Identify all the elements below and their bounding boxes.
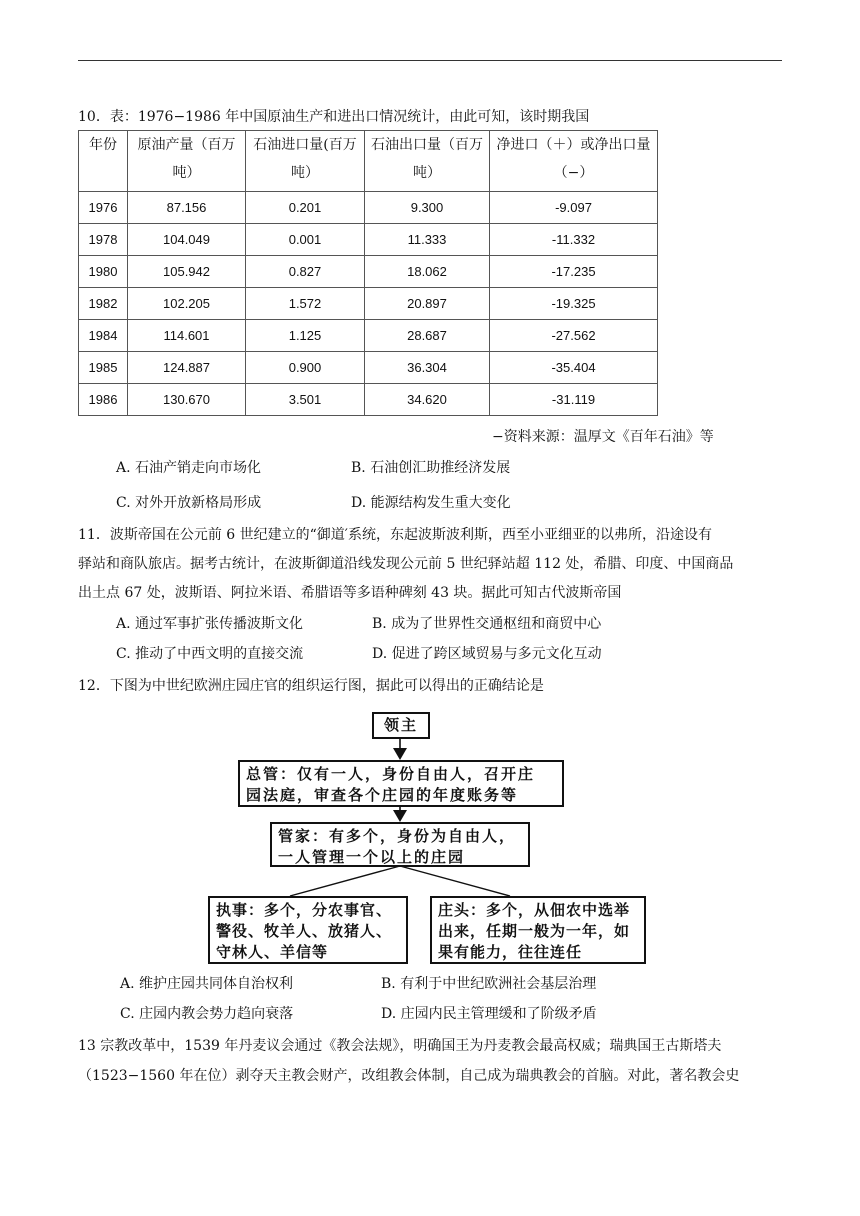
table-row <box>79 352 658 384</box>
manor-org-diagram <box>200 708 640 968</box>
header-import: 石油进口量(百万 吨） <box>246 131 365 192</box>
q13-line-2: （1523−1560 年在位）剥夺天主教会财产，改组教会体制，自己成为瑞典教会的首脑。对此，著名教会史 <box>78 1068 740 1084</box>
table-cell: 9.300 <box>365 192 490 224</box>
q11-option-d[interactable]: D. 促进了跨区域贸易与多元文化互动 <box>372 646 602 662</box>
header-rule <box>78 60 782 61</box>
table-cell: -11.332 <box>490 224 658 256</box>
header-net: 净进口（＋）或净出口量 （−） <box>490 131 658 192</box>
table-cell: -31.119 <box>490 384 658 416</box>
q10-stem: 10．表：1976−1986 年中国原油生产和进出口情况统计，由此可知，该时期我国 <box>78 109 590 125</box>
header-production: 原油产量（百万 吨） <box>128 131 246 192</box>
table-cell: -27.562 <box>490 320 658 352</box>
bailiff-box: 管家：有多个，身份为自由人， 一人管理一个以上的庄园 <box>270 822 530 867</box>
table-row <box>79 224 658 256</box>
table-row <box>79 288 658 320</box>
table-cell: 104.049 <box>128 224 246 256</box>
table-cell: 130.670 <box>128 384 246 416</box>
table-cell: 1.125 <box>246 320 365 352</box>
table-row <box>79 320 658 352</box>
table-row <box>79 192 658 224</box>
table-cell: 34.620 <box>365 384 490 416</box>
table-row <box>79 256 658 288</box>
table-cell: 1982 <box>79 288 128 320</box>
table-cell: -35.404 <box>490 352 658 384</box>
q11-option-b[interactable]: B. 成为了世界性交通枢纽和商贸中心 <box>372 616 602 632</box>
table-cell: 1986 <box>79 384 128 416</box>
table-cell: 0.001 <box>246 224 365 256</box>
arrow-down-icon <box>393 810 407 822</box>
table-cell: -17.235 <box>490 256 658 288</box>
header-year: 年份 <box>79 131 128 192</box>
q12-option-c[interactable]: C. 庄园内教会势力趋向衰落 <box>120 1006 294 1022</box>
table-cell: 1978 <box>79 224 128 256</box>
lord-box: 领主 <box>372 712 430 739</box>
arrow-down-icon <box>393 748 407 760</box>
q11-option-c[interactable]: C. 推动了中西文明的直接交流 <box>116 646 304 662</box>
q12-option-b[interactable]: B. 有利于中世纪欧洲社会基层治理 <box>381 976 597 992</box>
table-cell: 28.687 <box>365 320 490 352</box>
table-header-row <box>79 131 658 192</box>
table-cell: 105.942 <box>128 256 246 288</box>
q11-option-a[interactable]: A. 通过军事扩张传播波斯文化 <box>116 616 304 632</box>
table-cell: -9.097 <box>490 192 658 224</box>
table-cell: 0.201 <box>246 192 365 224</box>
table-cell: 124.887 <box>128 352 246 384</box>
table-cell: 1980 <box>79 256 128 288</box>
table-cell: 114.601 <box>128 320 246 352</box>
table-cell: 87.156 <box>128 192 246 224</box>
steward-box: 总管：仅有一人，身份自由人，召开庄 园法庭，审查各个庄园的年度账务等 <box>238 760 564 807</box>
q11-line-3: 出土点 67 处，波斯语、阿拉米语、希腊语等多语种碑刻 43 块。据此可知古代波斯帝国 <box>78 585 622 601</box>
reeve-box: 庄头：多个，从佃农中选举 出来，任期一般为一年，如 果有能力，往往连任 <box>430 896 646 964</box>
table-cell: 20.897 <box>365 288 490 320</box>
q11-line-2: 驿站和商队旅店。据考古统计，在波斯御道沿线发现公元前 5 世纪驿站超 112 处，希腊、印度、中国商品 <box>78 556 734 572</box>
q10-source: −资料来源：温厚文《百年石油》等 <box>492 429 714 445</box>
q10-option-a[interactable]: A. 石油产销走向市场化 <box>116 460 262 476</box>
table-cell: 0.827 <box>246 256 365 288</box>
q13-line-1: 13 宗教改革中，1539 年丹麦议会通过《教会法规》，明确国王为丹麦教会最高权威；瑞典国王古斯塔夫 <box>78 1038 722 1054</box>
table-cell: -19.325 <box>490 288 658 320</box>
q12-option-a[interactable]: A. 维护庄园共同体自治权利 <box>120 976 294 992</box>
table-cell: 36.304 <box>365 352 490 384</box>
q11-line-1: 11．波斯帝国在公元前 6 世纪建立的“御道′系统，东起波斯波利斯，西至小亚细亚的以弗所，沿途设有 <box>78 527 712 543</box>
header-export: 石油出口量（百万 吨） <box>365 131 490 192</box>
q12-stem: 12．下图为中世纪欧洲庄园庄官的组织运行图，据此可以得出的正确结论是 <box>78 678 544 694</box>
table-cell: 3.501 <box>246 384 365 416</box>
table-cell: 102.205 <box>128 288 246 320</box>
q10-option-c[interactable]: C. 对外开放新格局形成 <box>116 495 262 511</box>
q10-option-d[interactable]: D. 能源结构发生重大变化 <box>351 495 511 511</box>
q12-option-d[interactable]: D. 庄园内民主管理缓和了阶级矛盾 <box>381 1006 597 1022</box>
table-cell: 18.062 <box>365 256 490 288</box>
table-cell: 1.572 <box>246 288 365 320</box>
oil-table <box>78 130 658 416</box>
table-cell: 1984 <box>79 320 128 352</box>
table-cell: 1976 <box>79 192 128 224</box>
table-row <box>79 384 658 416</box>
table-cell: 0.900 <box>246 352 365 384</box>
q10-option-b[interactable]: B. 石油创汇助推经济发展 <box>351 460 511 476</box>
officials-box: 执事：多个，分农事官、 警役、牧羊人、放猪人、 守林人、羊信等 <box>208 896 408 964</box>
table-cell: 1985 <box>79 352 128 384</box>
table-cell: 11.333 <box>365 224 490 256</box>
